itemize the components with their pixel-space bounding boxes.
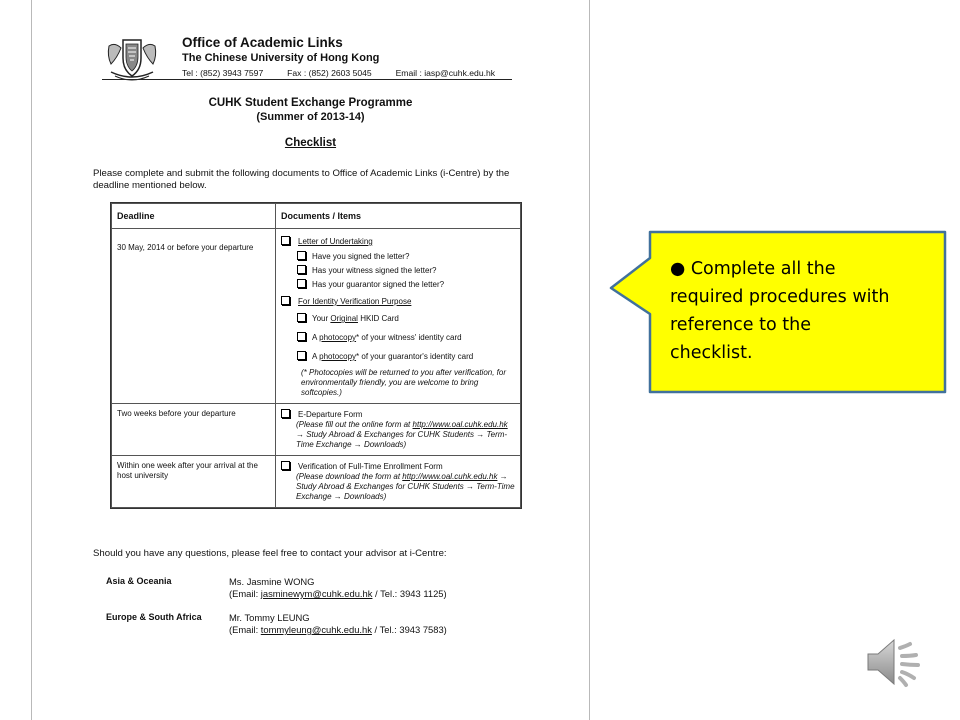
table-row xyxy=(112,404,521,456)
table-header-row xyxy=(112,204,521,229)
items-header: Documents / Items xyxy=(276,204,521,229)
table-row xyxy=(112,456,521,508)
contact-text: / Tel.: 3943 7583) xyxy=(371,624,447,635)
header-divider xyxy=(102,79,512,80)
office-email: Email : iasp@cuhk.edu.hk xyxy=(395,68,496,78)
university-crest-icon xyxy=(105,36,159,82)
checklist-item xyxy=(281,296,515,307)
questions-paragraph: Should you have any questions, please feel free to contact your advisor at i-Centre: xyxy=(93,548,447,559)
advisor-block xyxy=(229,612,447,636)
enrollment-form: Verification of Full-Time Enrollment Form xyxy=(298,462,443,471)
photocopy-note: (* Photocopies will be returned to you after verification, for environmentally friendly, you are welcome to bring softcopies.) xyxy=(301,368,506,397)
checkbox-icon xyxy=(297,251,306,260)
checklist-table xyxy=(111,203,521,508)
checkbox-icon xyxy=(281,409,290,418)
instruction-text: → Study Abroad & Exchanges for CUHK Students → Term-Time Exchange → Downloads) xyxy=(296,430,508,449)
advisor-name: Ms. Jasmine WONG xyxy=(229,576,315,587)
checklist-subitem xyxy=(297,251,515,262)
university-name: The Chinese University of Hong Kong xyxy=(182,52,380,64)
deadline-cell: Within one week after your arrival at the host university xyxy=(112,456,276,508)
subitem-label: * of your guarantor's identity card xyxy=(356,352,474,361)
subitem-emphasis: Original xyxy=(330,314,358,323)
form-instructions xyxy=(296,420,515,450)
subitem-label: HKID Card xyxy=(357,314,399,323)
subitem-label: Your xyxy=(312,314,331,323)
office-tel: Tel : (852) 3943 7597 xyxy=(182,68,264,78)
callout-text: ● Complete all the required procedures with reference to the checklist. xyxy=(670,259,890,363)
checklist-subitem xyxy=(297,332,515,343)
subitem-emphasis: photocopy xyxy=(319,352,357,361)
checkbox-icon xyxy=(297,265,306,274)
instruction-text: (Please download the form at xyxy=(296,472,403,481)
checkbox-icon xyxy=(297,279,306,288)
checkbox-icon xyxy=(297,351,306,360)
checkbox-icon xyxy=(281,296,290,305)
subitem-label: A xyxy=(312,352,320,361)
oal-link[interactable]: http://www.oal.cuhk.edu.hk xyxy=(402,472,498,481)
e-departure-form: E-Departure Form xyxy=(298,410,363,419)
subitem-emphasis: photocopy xyxy=(319,333,357,342)
advisor-contact xyxy=(229,624,447,636)
checkbox-icon xyxy=(281,236,290,245)
checklist-subitem xyxy=(297,313,515,324)
advisor-email-link[interactable]: jasminewym@cuhk.edu.hk xyxy=(260,588,373,599)
checkbox-icon xyxy=(297,332,306,341)
advisor-email-link[interactable]: tommyleung@cuhk.edu.hk xyxy=(260,624,372,635)
form-instructions xyxy=(296,472,515,502)
checklist-subitem xyxy=(297,279,515,290)
office-title: Office of Academic Links xyxy=(182,35,343,50)
speaker-icon[interactable] xyxy=(866,636,926,688)
letter-of-undertaking: Letter of Undertaking xyxy=(298,237,373,246)
table-row xyxy=(112,229,521,404)
instruction-text: → Study Abroad & Exchanges for CUHK Students → Term-Time Exchange → Downloads) xyxy=(296,472,515,501)
region-label: Asia & Oceania xyxy=(106,576,172,586)
region-label: Europe & South Africa xyxy=(106,612,202,622)
checklist-item xyxy=(281,409,515,420)
items-cell xyxy=(276,404,521,456)
callout-box xyxy=(608,230,948,396)
office-contact xyxy=(182,68,495,78)
contact-text: (Email: xyxy=(229,588,261,599)
advisor-name: Mr. Tommy LEUNG xyxy=(229,612,310,623)
subitem-label: Has your guarantor signed the letter? xyxy=(312,280,445,289)
checklist-item xyxy=(281,461,515,472)
intro-paragraph: Please complete and submit the following documents to Office of Academic Links (i-Centre) by the deadline mentioned below. xyxy=(93,168,510,191)
programme-title: CUHK Student Exchange Programme xyxy=(208,97,413,109)
contact-text: (Email: xyxy=(229,624,261,635)
checklist-item xyxy=(281,236,515,247)
deadline-cell: 30 May, 2014 or before your departure xyxy=(112,229,276,404)
checklist-subitem xyxy=(297,351,515,362)
subitem-label: Have you signed the letter? xyxy=(312,252,410,261)
checkbox-icon xyxy=(297,313,306,322)
identity-verification: For Identity Verification Purpose xyxy=(298,297,412,306)
deadline-cell: Two weeks before your departure xyxy=(112,404,276,456)
items-cell xyxy=(276,229,521,404)
advisor-block xyxy=(229,576,447,600)
oal-link[interactable]: http://www.oal.cuhk.edu.hk xyxy=(412,420,508,429)
instruction-text: (Please fill out the online form at xyxy=(296,420,413,429)
checklist-title: Checklist xyxy=(284,137,337,149)
office-fax: Fax : (852) 2603 5045 xyxy=(287,68,372,78)
items-cell xyxy=(276,456,521,508)
checklist-subitem xyxy=(297,265,515,276)
programme-period: (Summer of 2013-14) xyxy=(256,111,365,123)
subitem-label: A xyxy=(312,333,320,342)
contact-text: / Tel.: 3943 1125) xyxy=(372,588,447,599)
subitem-label: * of your witness' identity card xyxy=(356,333,462,342)
subitem-label: Has your witness signed the letter? xyxy=(312,266,437,275)
deadline-header: Deadline xyxy=(112,204,276,229)
document-page xyxy=(31,0,590,720)
advisor-contact xyxy=(229,588,447,600)
checkbox-icon xyxy=(281,461,290,470)
